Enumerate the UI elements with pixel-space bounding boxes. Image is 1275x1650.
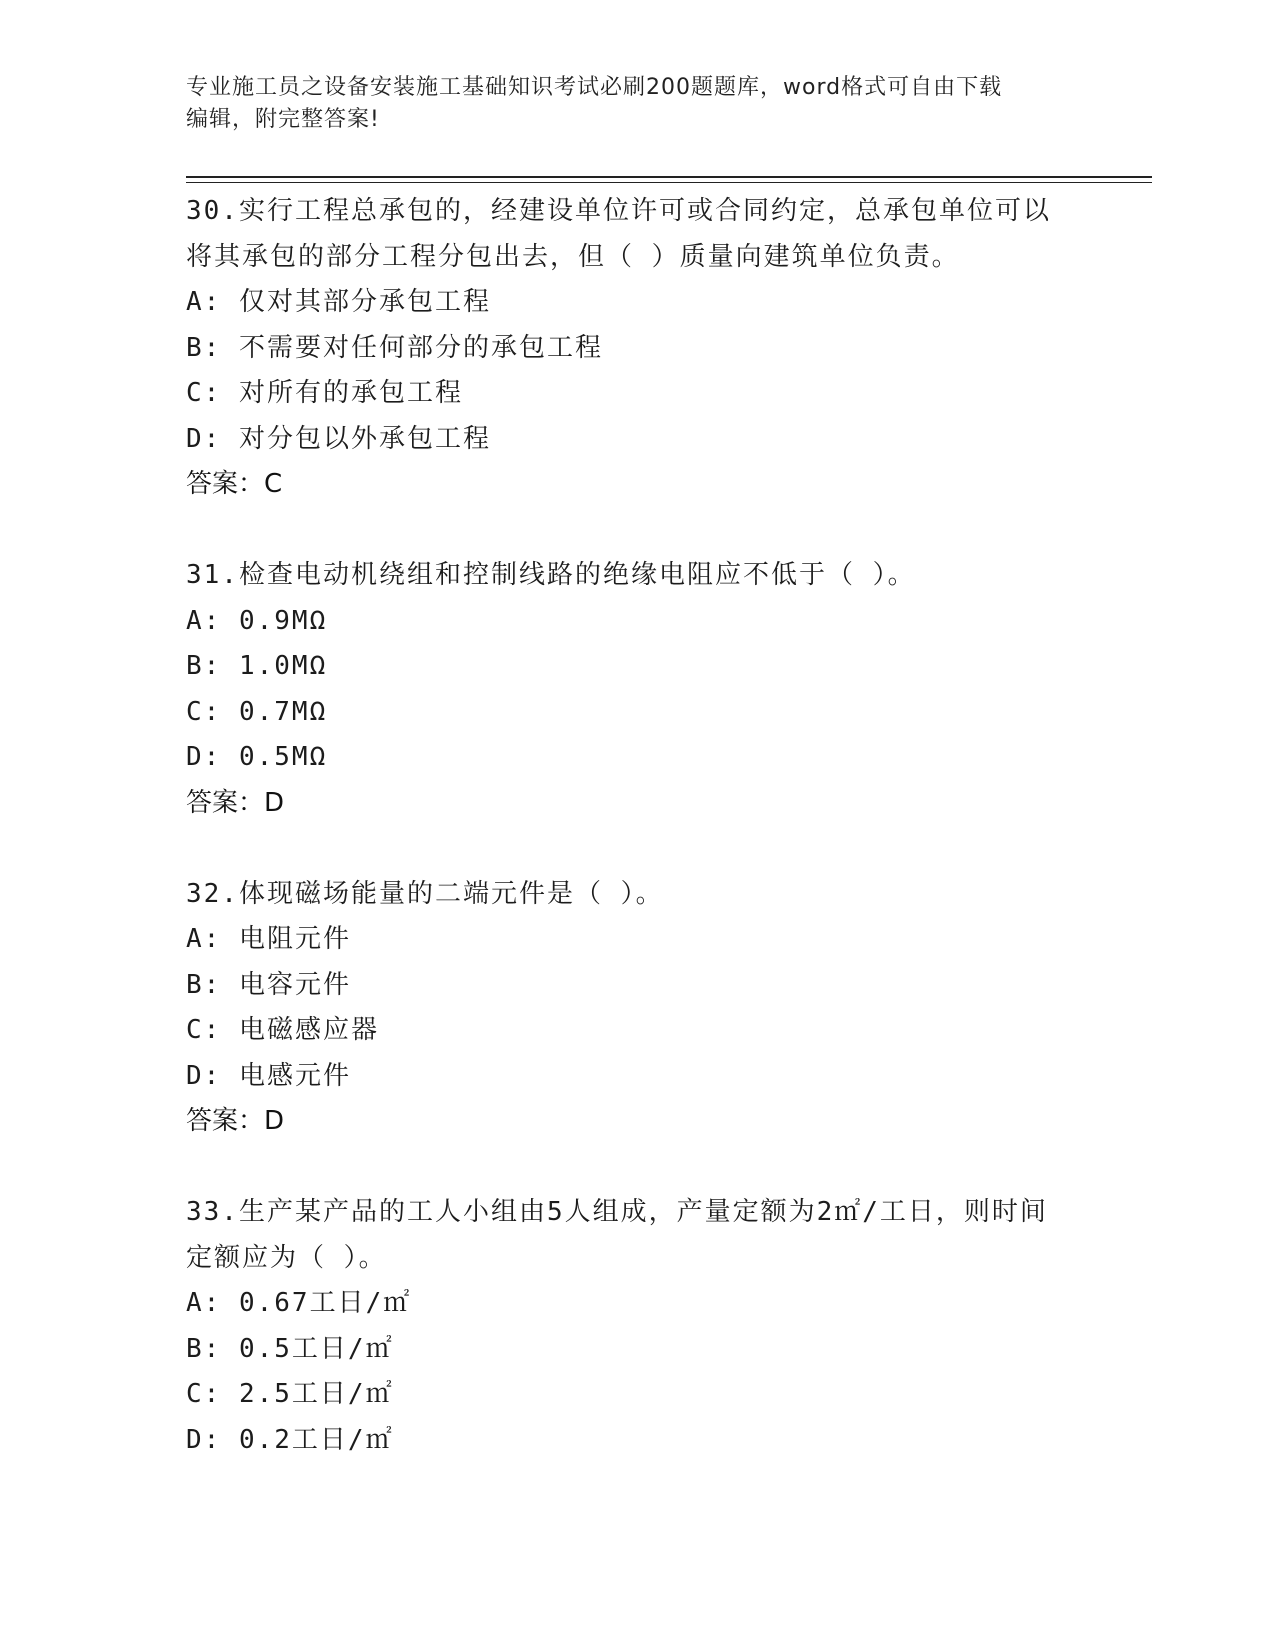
question-spacer <box>186 826 1086 872</box>
header-title-line-1: 专业施工员之设备安装施工基础知识考试必刷200题题库，word格式可自由下载 <box>186 75 1003 100</box>
question-31 <box>186 553 1086 872</box>
question-list <box>186 189 1086 1463</box>
option-d: D: 0.5MΩ <box>186 742 328 772</box>
question-spacer <box>186 508 1086 554</box>
option-b: B: 不需要对任何部分的承包工程 <box>186 332 603 363</box>
question-30 <box>186 189 1086 553</box>
option-d: D: 电感元件 <box>186 1060 351 1091</box>
answer-line: 答案：C <box>186 469 283 499</box>
option-c: C: 对所有的承包工程 <box>186 378 463 408</box>
option-a: A: 0.9MΩ <box>186 605 328 636</box>
header-title-line-2: 编辑，附完整答案! <box>186 107 380 132</box>
question-stem: 30.实行工程总承包的，经建设单位许可或合同约定，总承包单位可以 <box>186 196 1051 226</box>
answer-line: 答案：D <box>186 787 285 818</box>
question-stem: 33.生产某产品的工人小组由5人组成，产量定额为2㎡/工日，则时间 <box>186 1197 1048 1227</box>
option-d: D: 0.2工日/㎡ <box>186 1424 394 1455</box>
option-b: B: 电容元件 <box>186 969 351 1000</box>
option-a: A: 电阻元件 <box>186 924 351 954</box>
option-b: B: 1.0MΩ <box>186 651 328 681</box>
answer-line: 答案：D <box>186 1106 285 1136</box>
question-33 <box>186 1190 1086 1463</box>
header-divider-thin <box>186 182 1152 183</box>
option-c: C: 2.5工日/㎡ <box>186 1379 394 1409</box>
header-divider-thick <box>186 176 1152 178</box>
question-stem: 32.体现磁场能量的二端元件是（ ）。 <box>186 878 664 909</box>
option-a: A: 0.67工日/㎡ <box>186 1288 412 1318</box>
question-stem-continued: 将其承包的部分工程分包出去，但（ ）质量向建筑单位负责。 <box>186 241 960 272</box>
option-b: B: 0.5工日/㎡ <box>186 1333 394 1364</box>
option-d: D: 对分包以外承包工程 <box>186 423 491 454</box>
option-a: A: 仅对其部分承包工程 <box>186 287 491 317</box>
question-32 <box>186 872 1086 1191</box>
option-c: C: 电磁感应器 <box>186 1015 379 1045</box>
question-stem-continued: 定额应为（ ）。 <box>186 1242 387 1273</box>
question-stem: 31.检查电动机绕组和控制线路的绝缘电阻应不低于（ ）。 <box>186 560 916 590</box>
option-c: C: 0.7MΩ <box>186 696 328 727</box>
document-header <box>186 72 1086 136</box>
question-spacer <box>186 1145 1086 1191</box>
